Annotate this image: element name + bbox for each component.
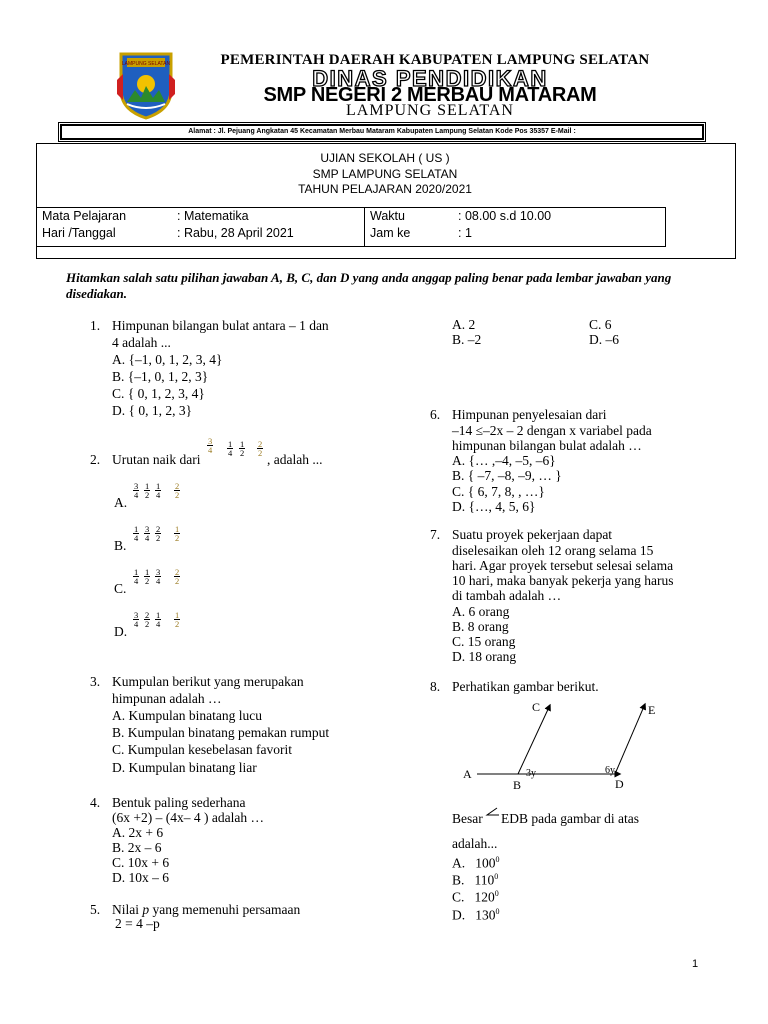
day-value: : Rabu, 28 April 2021 xyxy=(177,226,294,240)
time-label: Waktu xyxy=(370,209,405,223)
government-title: PEMERINTAH DAERAH KABUPATEN LAMPUNG SELATAN xyxy=(220,52,650,68)
angle-diagram xyxy=(455,697,670,797)
q7-text-line2: diselesaikan oleh 12 orang selama 15 xyxy=(452,543,654,558)
q1-option-d: D. { 0, 1, 2, 3} xyxy=(112,403,193,418)
q6-text-line2: –14 ≤–2x – 2 dengan x variabel pada xyxy=(452,423,652,438)
q8-option-b: B. $110^0$ xyxy=(452,872,499,888)
q4-option-a: A. 2x + 6 xyxy=(112,825,164,840)
q1-number: 1. xyxy=(90,318,101,333)
q3-option-c: C. Kumpulan kesebelasan favorit xyxy=(112,742,292,757)
q2-fraction: $\frac{1}{4}$ xyxy=(134,567,139,586)
q6-option-b: B. { –7, –8, –9, … } xyxy=(452,468,562,483)
q5-text-line2: 2 = 4 –p xyxy=(115,916,160,931)
exam-year: TAHUN PELAJARAN 2020/2021 xyxy=(298,182,472,196)
q8-number: 8. xyxy=(430,679,441,694)
q2-fraction: $\frac{2}{2}$ xyxy=(175,567,180,586)
q4-option-c: C. 10x + 6 xyxy=(112,855,170,870)
school-title: SMP NEGERI 2 MERBAU MATARAM xyxy=(263,84,597,106)
q5-option-a: A. 2 xyxy=(452,317,476,332)
q2-fraction: $\frac{2}{2}$ xyxy=(258,439,263,458)
q6-text-line1: Himpunan penyelesaian dari xyxy=(452,407,607,422)
point-c: C xyxy=(532,700,541,714)
q2-fraction: $\frac{2}{2}$ xyxy=(156,524,161,543)
q2-fraction: $\frac{1}{4}$ xyxy=(156,610,161,629)
q7-option-d: D. 18 orang xyxy=(452,649,517,664)
angle-label-6y: 6y xyxy=(605,765,615,776)
q2-fraction: $\frac{1}{2}$ xyxy=(240,439,245,458)
q2-fraction: $\frac{1}{2}$ xyxy=(145,567,150,586)
q3-text-line1: Kumpulan berikut yang merupakan xyxy=(112,674,304,689)
q2-fraction: $\frac{1}{4}$ xyxy=(156,481,161,500)
q5-text-line1: Nilai p yang memenuhi persamaan xyxy=(112,902,301,917)
region-title: LAMPUNG SELATAN xyxy=(346,102,514,119)
q3-option-a: A. Kumpulan binatang lucu xyxy=(112,708,262,723)
regency-logo xyxy=(115,50,177,120)
q2-fraction: $\frac{2}{2}$ xyxy=(175,481,180,500)
q3-text-line2: himpunan adalah … xyxy=(112,691,222,706)
q4-option-b: B. 2x – 6 xyxy=(112,840,162,855)
q7-option-a: A. 6 orang xyxy=(452,604,510,619)
q1-option-b: B. {–1, 0, 1, 2, 3} xyxy=(112,369,209,384)
angle-label-3y: 3y xyxy=(526,768,536,779)
q7-text-line5: di tambah adalah … xyxy=(452,588,562,603)
hour-label: Jam ke xyxy=(370,226,411,240)
exam-info-table xyxy=(36,207,666,247)
q5-option-b: B. –2 xyxy=(452,332,482,347)
q2-option-d: D. xyxy=(114,624,128,639)
q7-text-line3: hari. Agar proyek tersebut selesai selama xyxy=(452,558,674,573)
q6-option-d: D. {…, 4, 5, 6} xyxy=(452,499,536,514)
angle-icon xyxy=(484,806,500,818)
q2-text: Urutan naik dari xyxy=(112,452,201,467)
q8-option-d: D. $130^0$ xyxy=(452,907,500,923)
point-e: E xyxy=(648,703,656,717)
ray-bc xyxy=(518,705,550,774)
q1-option-a: A. {–1, 0, 1, 2, 3, 4} xyxy=(112,352,223,367)
q5-option-d: D. –6 xyxy=(589,332,619,347)
q2-fraction: $\frac{1}{4}$ xyxy=(228,439,233,458)
q2-fraction: $\frac{3}{4}$ xyxy=(156,567,161,586)
day-label: Hari /Tanggal xyxy=(42,226,116,240)
address-bar: Alamat : Jl. Pejuang Angkatan 45 Kecamatan Merbau Mataram Kabupaten Lampung Selatan Kode Pos 35357 E-Mail : xyxy=(60,124,704,140)
q5-number: 5. xyxy=(90,902,101,917)
q6-option-c: C. { 6, 7, 8, , …} xyxy=(452,484,545,499)
q6-number: 6. xyxy=(430,407,441,422)
q7-number: 7. xyxy=(430,527,441,542)
q2-option-a: A. xyxy=(114,495,128,510)
q7-text-line4: 10 hari, maka banyak pekerja yang harus xyxy=(452,573,674,588)
q7-text-line1: Suatu proyek pekerjaan dapat xyxy=(452,527,613,542)
q3-number: 3. xyxy=(90,674,101,689)
q4-number: 4. xyxy=(90,795,101,810)
q2-text-suffix: , adalah ... xyxy=(267,452,323,467)
logo-text: LAMPUNG SELATAN xyxy=(121,61,171,67)
q2-option-c: C. xyxy=(114,581,127,596)
q6-option-a: A. {… ,–4, –5, –6} xyxy=(452,453,556,468)
q1-text-line2: 4 adalah ... xyxy=(112,335,171,350)
q2-fraction: $\frac{3}{4}$ xyxy=(134,481,139,500)
instruction-text: Hitamkan salah satu pilihan jawaban A, B, C, dan D yang anda anggap paling benar pada lembar jawaban yang disediakan. xyxy=(66,270,672,301)
exam-title: UJIAN SEKOLAH ( US ) xyxy=(320,151,450,165)
exam-school: SMP LAMPUNG SELATAN xyxy=(312,167,458,181)
q2-fraction: $\frac{2}{2}$ xyxy=(145,610,150,629)
q1-option-c: C. { 0, 1, 2, 3, 4} xyxy=(112,386,205,401)
q7-option-b: B. 8 orang xyxy=(452,619,509,634)
point-a: A xyxy=(463,767,472,781)
time-value: : 08.00 s.d 10.00 xyxy=(458,209,552,223)
q2-fraction: $\frac{1}{4}$ xyxy=(134,524,139,543)
q2-option-b: B. xyxy=(114,538,127,553)
q4-option-d: D. 10x – 6 xyxy=(112,870,169,885)
subject-value: : Matematika xyxy=(177,209,249,223)
q2-fraction: $\frac{3}{4}$ xyxy=(208,436,213,455)
q3-option-d: D. Kumpulan binatang liar xyxy=(112,760,257,775)
q8-option-a: A. $100^0$ xyxy=(452,855,500,871)
q8-text: Perhatikan gambar berikut. xyxy=(452,679,599,694)
subject-label: Mata Pelajaran xyxy=(42,209,127,223)
q1-text-line1: Himpunan bilangan bulat antara – 1 dan xyxy=(112,318,329,333)
point-d: D xyxy=(615,777,624,791)
q2-fraction: $\frac{1}{2}$ xyxy=(145,481,150,500)
q5-option-c: C. 6 xyxy=(589,317,612,332)
q8-option-c: C. $120^0$ xyxy=(452,889,499,905)
q2-fraction: $\frac{3}{4}$ xyxy=(134,610,139,629)
q2-fraction: $\frac{1}{2}$ xyxy=(175,610,180,629)
point-b: B xyxy=(513,778,522,792)
q2-fraction: $\frac{3}{4}$ xyxy=(145,524,150,543)
q8-question-line2: adalah... xyxy=(452,836,498,851)
q8-question-line1: Besar xyxy=(452,811,483,826)
q4-text-line2: (6x +2) – (4x– 4 ) adalah … xyxy=(112,810,264,825)
department-title: DINAS PENDIDIKAN xyxy=(312,66,548,91)
q8-question-line1b: EDB pada gambar di atas xyxy=(501,811,639,826)
hour-value: : 1 xyxy=(458,226,472,240)
ray-de xyxy=(615,704,645,774)
q2-number: 2. xyxy=(90,452,101,467)
q7-option-c: C. 15 orang xyxy=(452,634,516,649)
q6-text-line3: himpunan bilangan bulat adalah … xyxy=(452,438,642,453)
page-number: 1 xyxy=(692,958,699,970)
q2-fraction: $\frac{1}{2}$ xyxy=(175,524,180,543)
q4-text-line1: Bentuk paling sederhana xyxy=(112,795,246,810)
q3-option-b: B. Kumpulan binatang pemakan rumput xyxy=(112,725,330,740)
